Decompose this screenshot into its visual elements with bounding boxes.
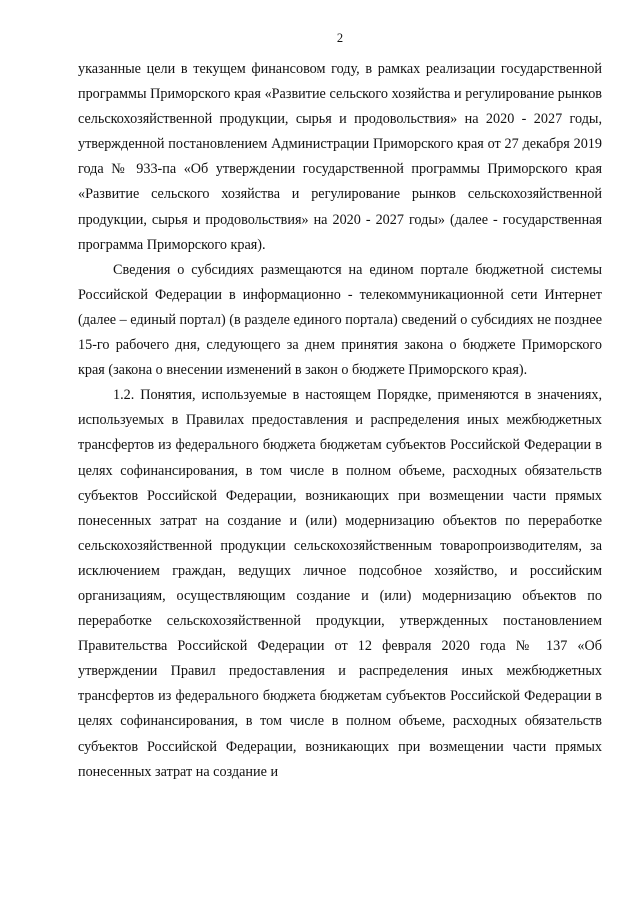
page-number: 2	[336, 31, 344, 45]
paragraph-definitions: 1.2. Понятия, используемые в настоящем Порядке, применяются в значениях, используемых в Правилах предоставления и распределения иных межбюджетных трансфертов из федерального бюджета бюджетам субъектов Российской Федерации в целях софинансирования, в том числе в полном объеме, расходных обязательств субъектов Российской Федерации, возникающих при возмещении части прямых понесенных затрат на создание и (или) модернизацию объектов по переработке сельскохозяйственной продукции сельскохозяйственным товаропроизводителям, за исключением граждан, ведущих личное подсобное хозяйство, и российским организациям, осуществляющим создание и (или) модернизацию объектов по переработке сельскохозяйственной продукции, утвержденных постановлением Правительства Российской Федерации от 12 февраля 2020 года № 137 «Об утверждении Правил предоставления и распределения иных межбюджетных трансфертов из федерального бюджета бюджетам субъектов Российской Федерации в целях софинансирования, в том числе в полном объеме, расходных обязательств субъектов Российской Федерации, возникающих при возмещении части прямых понесенных затрат на создание и	[78, 387, 602, 780]
paragraph-subsidy-info: Сведения о субсидиях размещаются на едином портале бюджетной системы Российской Федерации в информационно - телекоммуникационной сети Интернет (далее – единый портал) (в разделе единого портала) сведений о субсидиях не позднее 15-го рабочего дня, следующего за днем принятия закона о бюджете Приморского края (закона о внесении изменений в закон о бюджете Приморского края).	[78, 261, 602, 379]
paragraph-continuation: указанные цели в текущем финансовом году, в рамках реализации государственной программы Приморского края «Развитие сельского хозяйства и регулирование рынков сельскохозяйственной продукции, сырья и продовольствия» на 2020 - 2027 годы, утвержденной постановлением Администрации Приморского края от 27 декабря 2019 года № 933-па «Об утверждении государственной программы Приморского края «Развитие сельского хозяйства и регулирование рынков сельскохозяйственной продукции, сырья и продовольствия» на 2020 - 2027 годы» (далее - государственная программа Приморского края).	[78, 61, 602, 253]
document-body	[78, 57, 602, 785]
